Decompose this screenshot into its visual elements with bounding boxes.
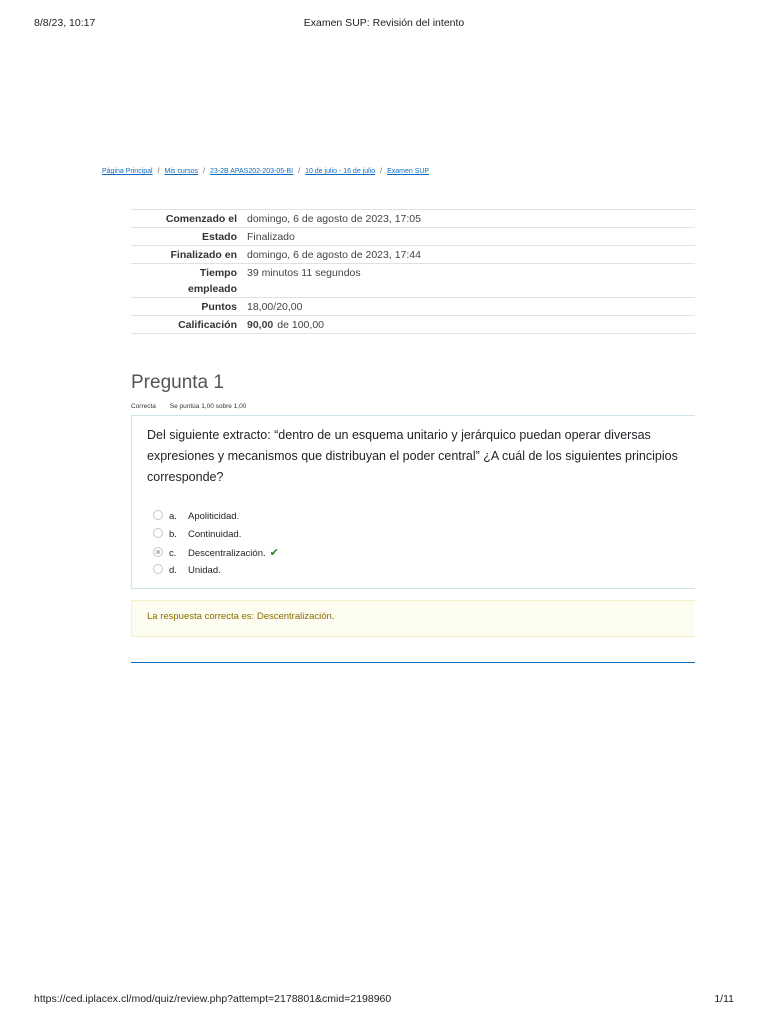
radio-icon[interactable]: [153, 564, 163, 574]
option-label: Unidad.: [188, 565, 221, 576]
option-label: Apoliticidad.: [188, 511, 240, 522]
summary-row-started: [131, 210, 695, 228]
breadcrumb-my-courses[interactable]: Mis cursos: [164, 168, 198, 175]
grade-suffix: de 100,00: [277, 319, 324, 331]
option-label: Continuidad.: [188, 529, 242, 540]
breadcrumb-section[interactable]: 10 de julio - 16 de julio: [305, 168, 376, 175]
answer-option-d[interactable]: [153, 562, 279, 580]
breadcrumb-course[interactable]: 23-2B APAS202-203-05-BI: [209, 168, 294, 175]
question-number: 1: [213, 372, 224, 393]
question-grade: Se puntúa 1,00 sobre 1,00: [169, 403, 247, 410]
time-value: 39 minutos 11 segundos: [243, 264, 695, 298]
answer-options: [153, 508, 279, 580]
grade-label: Calificación: [131, 316, 243, 334]
print-footer: [34, 993, 734, 1007]
question-heading-word: Pregunta: [131, 372, 209, 393]
points-value: 18,00/20,00: [243, 298, 695, 316]
option-letter: d.: [169, 565, 177, 576]
summary-row-state: [131, 228, 695, 246]
option-label: Descentralización.: [188, 548, 266, 559]
option-letter: c.: [169, 548, 177, 559]
option-letter: a.: [169, 511, 177, 522]
completed-value: domingo, 6 de agosto de 2023, 17:44: [243, 246, 695, 264]
radio-icon[interactable]: [153, 528, 163, 538]
breadcrumb-home[interactable]: Página Principal: [102, 168, 153, 175]
points-label: Puntos: [131, 298, 243, 316]
answer-option-c[interactable]: [153, 544, 279, 562]
summary-row-points: [131, 298, 695, 316]
radio-checked-icon[interactable]: [153, 547, 163, 557]
radio-icon[interactable]: [153, 510, 163, 520]
breadcrumb-separator: /: [298, 168, 301, 175]
question-heading: [131, 372, 224, 394]
question-text: Del siguiente extracto: “dentro de un esquema unitario y jerárquico puedan operar diversas expresiones y mecanismos que distribuyan el poder central” ¿A cuál de los siguientes principios corresponde?: [147, 428, 678, 484]
time-label-line2: empleado: [187, 283, 237, 295]
breadcrumb: [102, 168, 429, 175]
state-value: Finalizado: [243, 228, 695, 246]
summary-row-grade: [131, 316, 695, 334]
time-label: [131, 264, 243, 298]
breadcrumb-separator: /: [203, 168, 205, 175]
question-feedback: [131, 600, 695, 637]
answer-option-b[interactable]: [153, 526, 279, 544]
summary-row-time: [131, 264, 695, 298]
state-label: Estado: [131, 228, 243, 246]
summary-row-completed: [131, 246, 695, 264]
grade-value-cell: [243, 316, 695, 334]
started-value: domingo, 6 de agosto de 2023, 17:05: [243, 210, 695, 228]
question-info: [131, 403, 246, 410]
print-page-number: 1/11: [714, 993, 734, 1005]
question-formulation: [131, 415, 695, 589]
print-url: https://ced.iplacex.cl/mod/quiz/review.php?attempt=2178801&cmid=2198960: [34, 993, 392, 1005]
breadcrumb-separator: /: [380, 168, 383, 175]
option-letter: b.: [169, 529, 177, 540]
completed-label: Finalizado en: [131, 246, 243, 264]
correct-answer-text: La respuesta correcta es: Descentralización.: [147, 611, 335, 622]
print-title: Examen SUP: Revisión del intento: [303, 17, 465, 29]
question-state: Correcta: [131, 403, 156, 410]
print-header: [34, 17, 734, 31]
breadcrumb-quiz[interactable]: Examen SUP: [387, 168, 430, 175]
started-label: Comenzado el: [131, 210, 243, 228]
grade-value: 90,00: [247, 319, 274, 331]
breadcrumb-separator: /: [157, 168, 160, 175]
check-icon: ✔: [269, 547, 279, 559]
attempt-summary-table: [131, 209, 695, 334]
print-datetime: 8/8/23, 10:17: [34, 17, 96, 29]
question-divider: [131, 662, 695, 663]
answer-option-a[interactable]: [153, 508, 279, 526]
time-label-line1: Tiempo: [199, 267, 237, 279]
